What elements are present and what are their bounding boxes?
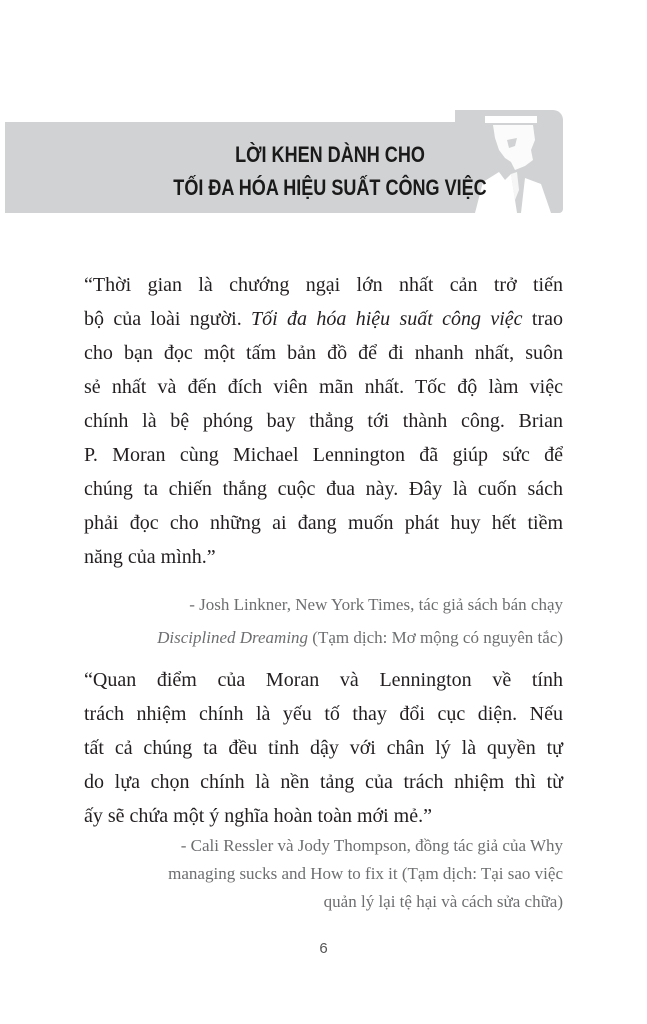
page-number: 6: [319, 940, 328, 957]
quote-line: chính là bệ phóng bay thẳng tới thành công. Brian: [84, 410, 563, 432]
attribution-1: [84, 588, 563, 654]
title-line-2: TỐI ĐA HÓA HIỆU SUẤT CÔNG VIỆC: [173, 175, 487, 200]
quote-line: chúng ta chiến thắng cuộc đua này. Đây là cuốn sách: [84, 478, 563, 500]
quote-line: cho bạn đọc một tấm bản đồ để đi nhanh nhất, suôn: [84, 342, 563, 364]
quote-2: [84, 663, 563, 833]
quote-line: [84, 302, 563, 336]
quote-line: P. Moran cùng Michael Lennington đã giúp sức để: [84, 444, 563, 466]
quote-line: phải đọc cho những ai đang muốn phát huy hết tiềm: [84, 512, 563, 534]
attribution-line: quản lý lại tệ hại và cách sửa chữa): [323, 892, 563, 911]
quote-line: “Quan điểm của Moran và Lennington về tính: [84, 669, 563, 691]
attribution-line: managing sucks and How to fix it (Tạm dịch: Tại sao việc: [168, 864, 563, 883]
quote-line: tất cả chúng ta đều tỉnh dậy với chân lý là quyền tự: [84, 737, 563, 759]
quote-line: sẻ nhất và đến đích viên mãn nhất. Tốc độ làm việc: [84, 376, 563, 398]
quote-line: do lựa chọn chính là nền tảng của trách nhiệm thì từ: [84, 771, 563, 793]
quote-text: trao: [522, 308, 563, 330]
attribution-line: [84, 621, 563, 654]
quote-1: [84, 268, 563, 574]
quote-line: ấy sẽ chứa một ý nghĩa hoàn toàn mới mẻ.”: [84, 805, 432, 827]
title-line-1: LỜI KHEN DÀNH CHO: [235, 142, 425, 167]
attribution-line: - Cali Ressler và Jody Thompson, đồng tác giả của Why: [180, 836, 563, 855]
attribution-2: [84, 832, 563, 916]
quote-line: “Thời gian là chướng ngại lớn nhất cản trở tiến: [84, 274, 563, 296]
quote-line: trách nhiệm chính là yếu tố thay đổi cục diện. Nếu: [84, 703, 563, 725]
quote-text: bộ của loài người.: [84, 308, 252, 330]
attribution-line: - Josh Linkner, New York Times, tác giả sách bán chạy: [189, 595, 563, 614]
attribution-text: (Tạm dịch: Mơ mộng có nguyên tắc): [308, 628, 563, 647]
page-title: [166, 138, 494, 204]
book-title: Disciplined Dreaming: [157, 628, 309, 647]
book-title: Tối đa hóa hiệu suất công việc: [251, 308, 523, 330]
quote-line: năng của mình.”: [84, 546, 216, 568]
